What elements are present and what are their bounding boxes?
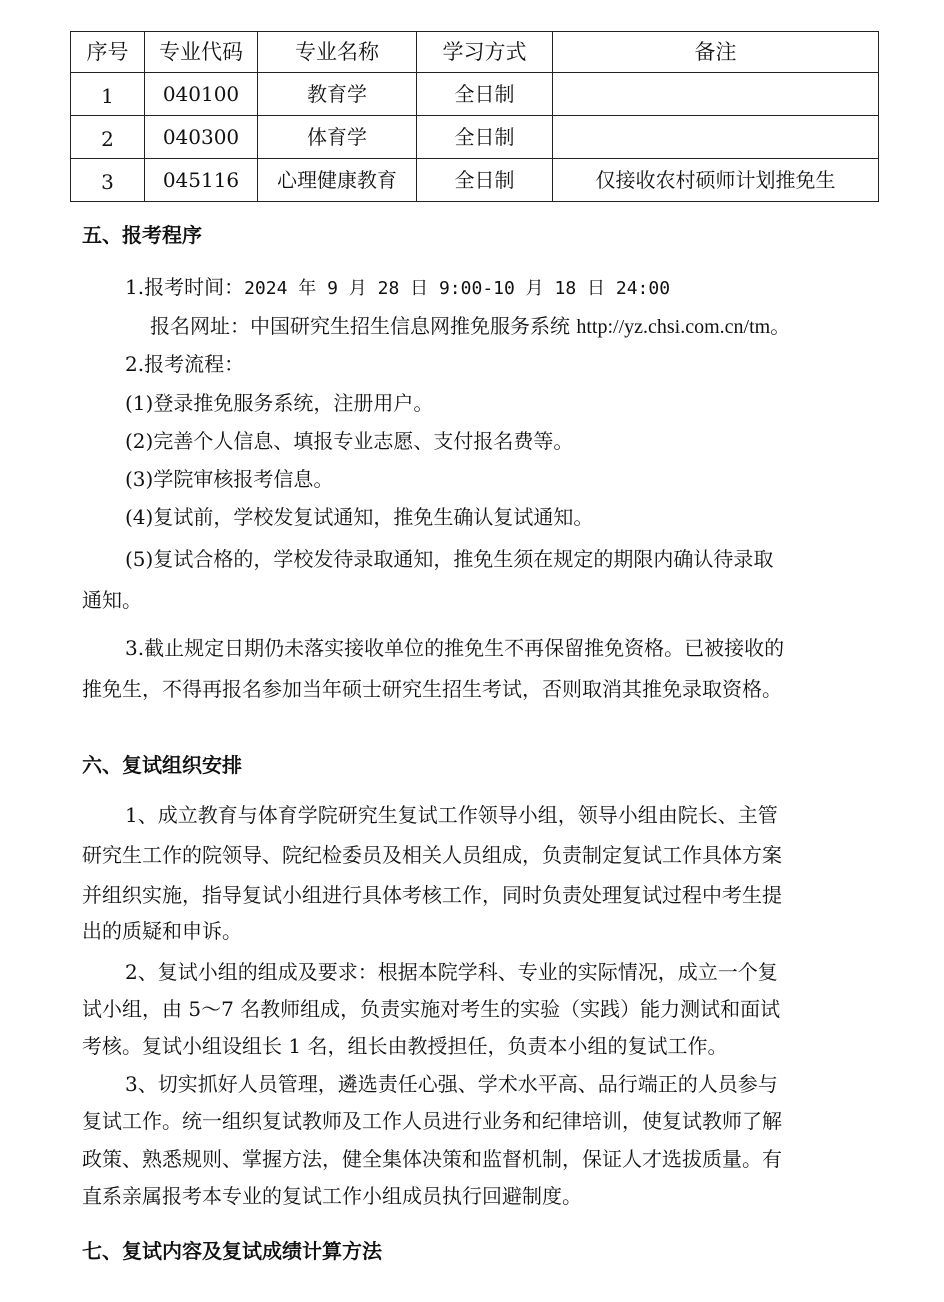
flow-step-5-line-1: (5)复试合格的，学校发待录取通知，推免生须在规定的期限内确认待录取 xyxy=(125,547,774,571)
apply-time xyxy=(125,277,670,298)
cell-index: 3 xyxy=(71,159,145,202)
table-row xyxy=(71,116,879,159)
s6-para-1-line-3: 并组织实施，指导复试小组进行具体考核工作，同时负责处理复试过程中考生提 xyxy=(82,883,782,907)
apply-site-label: 报名网址：中国研究生招生信息网推免服务系统 xyxy=(150,314,577,338)
apply-flow-label: 2.报考流程： xyxy=(125,352,245,376)
col-header-remark: 备注 xyxy=(553,32,879,73)
table-row xyxy=(71,73,879,116)
cell-name: 体育学 xyxy=(258,116,417,159)
cell-code: 045116 xyxy=(145,159,258,202)
section-7-heading: 七、复试内容及复试成绩计算方法 xyxy=(82,1239,382,1263)
apply-site xyxy=(150,316,790,337)
cell-mode: 全日制 xyxy=(417,159,553,202)
s6-para-2-line-2: 试小组，由 5～7 名教师组成，负责实施对考生的实验（实践）能力测试和面试 xyxy=(82,997,781,1021)
cell-remark xyxy=(553,116,879,159)
col-header-index: 序号 xyxy=(71,32,145,73)
deadline-para-line-2: 推免生，不得再报名参加当年硕士研究生招生考试，否则取消其推免录取资格。 xyxy=(82,677,782,701)
section-5-heading: 五、报考程序 xyxy=(82,223,202,247)
cell-index: 1 xyxy=(71,73,145,116)
s6-para-1-line-1: 1、成立教育与体育学院研究生复试工作领导小组，领导小组由院长、主管 xyxy=(125,803,778,827)
table-row xyxy=(71,159,879,202)
deadline-para-line-1: 3.截止规定日期仍未落实接收单位的推免生不再保留推免资格。已被接收的 xyxy=(125,636,785,660)
s6-para-3-line-2: 复试工作。统一组织复试教师及工作人员进行业务和纪律培训，使复试教师了解 xyxy=(82,1109,782,1133)
cell-code: 040100 xyxy=(145,73,258,116)
s6-para-1-line-4: 出的质疑和申诉。 xyxy=(82,919,242,943)
majors-table xyxy=(70,31,879,202)
cell-remark xyxy=(553,73,879,116)
cell-remark: 仅接收农村硕师计划推免生 xyxy=(553,159,879,202)
cell-mode: 全日制 xyxy=(417,116,553,159)
col-header-mode: 学习方式 xyxy=(417,32,553,73)
s6-para-2-line-1: 2、复试小组的组成及要求：根据本院学科、专业的实际情况，成立一个复 xyxy=(125,960,778,984)
apply-time-value: 2024 年 9 月 28 日 9:00-10 月 18 日 24:00 xyxy=(244,278,671,299)
table-header-row xyxy=(71,32,879,73)
cell-mode: 全日制 xyxy=(417,73,553,116)
cell-name: 心理健康教育 xyxy=(258,159,417,202)
s6-para-1-line-2: 研究生工作的院领导、院纪检委员及相关人员组成，负责制定复试工作具体方案 xyxy=(82,843,782,867)
s6-para-3-line-1: 3、切实抓好人员管理，遴选责任心强、学术水平高、品行端正的人员参与 xyxy=(125,1072,778,1096)
cell-index: 2 xyxy=(71,116,145,159)
cell-name: 教育学 xyxy=(258,73,417,116)
apply-site-url: http://yz.chsi.com.cn/tm。 xyxy=(576,316,791,338)
s6-para-3-line-4: 直系亲属报考本专业的复试工作小组成员执行回避制度。 xyxy=(82,1184,582,1208)
flow-step-1: (1)登录推免服务系统，注册用户。 xyxy=(125,391,434,415)
col-header-code: 专业代码 xyxy=(145,32,258,73)
cell-code: 040300 xyxy=(145,116,258,159)
col-header-name: 专业名称 xyxy=(258,32,417,73)
flow-step-2: (2)完善个人信息、填报专业志愿、支付报名费等。 xyxy=(125,429,574,453)
s6-para-3-line-3: 政策、熟悉规则、掌握方法，健全集体决策和监督机制，保证人才选拔质量。有 xyxy=(82,1147,782,1171)
section-6-heading: 六、复试组织安排 xyxy=(82,753,242,777)
flow-step-3: (3)学院审核报考信息。 xyxy=(125,467,334,491)
s6-para-2-line-3: 考核。复试小组设组长 1 名，组长由教授担任，负责本小组的复试工作。 xyxy=(82,1034,728,1058)
apply-time-label: 1.报考时间： xyxy=(125,275,245,299)
flow-step-5-line-2: 通知。 xyxy=(82,588,142,612)
flow-step-4: (4)复试前，学校发复试通知，推免生确认复试通知。 xyxy=(125,505,594,529)
